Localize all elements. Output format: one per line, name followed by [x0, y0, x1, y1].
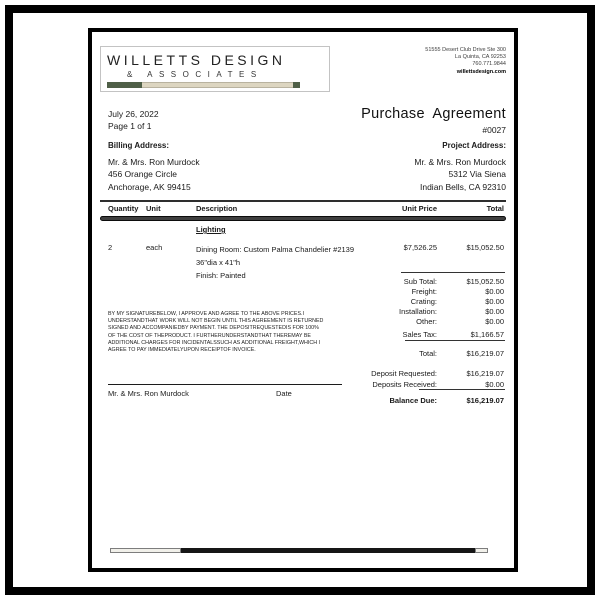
item-description-line1: Dining Room: Custom Palma Chandelier #2139: [196, 245, 354, 254]
company-logo-box: [100, 46, 330, 92]
totals-row-value: $0.00: [485, 297, 504, 306]
billing-address-name: Mr. & Mrs. Ron Murdock: [108, 156, 200, 167]
date-block: [108, 109, 159, 132]
item-description-line3: Finish: Painted: [196, 271, 246, 280]
totals-row-value: $15,052.50: [466, 277, 504, 286]
footer-bar-light-left: [110, 548, 181, 553]
totals-row-label: Sub Total:: [403, 277, 437, 286]
sales-tax-rule: [405, 340, 505, 341]
column-header-quantity: Quantity: [108, 204, 139, 213]
footer-bar: [110, 548, 488, 553]
item-unit-price: $7,526.25: [403, 243, 437, 252]
logo-bar-tan: [142, 82, 293, 88]
agreement-number: #0027: [482, 125, 506, 135]
totals-row-label: Other:: [416, 317, 437, 326]
deposit-requested-value: $16,219.07: [466, 369, 504, 378]
item-description-line2: 36"dia x 41"h: [196, 258, 241, 267]
item-description: [196, 243, 354, 282]
column-header-unit: Unit: [146, 204, 161, 213]
letterhead-website: willettsdesign.com: [456, 69, 506, 75]
totals-row-value: $0.00: [485, 317, 504, 326]
totals-row-label: Sales Tax:: [402, 330, 437, 339]
disclaimer-line: UNDERSTANDTHAT WORK WILL NOT BEGIN UNTIL THIS AGREEMENT IS RETURNED: [108, 318, 324, 325]
footer-bar-light-right: [475, 548, 488, 553]
billing-address-street: 456 Orange Circle: [108, 169, 177, 179]
table-header-bar: [100, 216, 506, 221]
totals-row-label: Installation:: [399, 307, 437, 316]
balance-due-value: $16,219.07: [466, 396, 504, 405]
section-heading-lighting: Lighting: [196, 225, 226, 234]
totals-row-value: $1,166.57: [470, 330, 504, 339]
company-name: WILLETTS DESIGN: [107, 52, 286, 68]
signature-line: [108, 384, 342, 385]
document-date: July 26, 2022: [108, 109, 159, 119]
table-top-rule: [100, 200, 506, 202]
project-address-city: Indian Bells, CA 92310: [419, 181, 506, 192]
deposits-received-value: $0.00: [485, 380, 504, 389]
totals-row-value: $0.00: [485, 307, 504, 316]
total-value: $16,219.07: [466, 349, 504, 358]
disclaimer-line: OF THE COST OF THEPRODUCT. I FURTHERUNDERSTANDTHAT THEREMAY BE: [108, 332, 311, 339]
page-indicator: Page 1 of 1: [108, 120, 152, 131]
totals-row-label: Crating:: [410, 297, 437, 306]
footer-bar-black: [181, 548, 475, 553]
billing-address-block: [108, 140, 200, 193]
title-block: [361, 106, 506, 135]
letterhead-address: [425, 47, 506, 76]
project-address-street: 5312 Via Siena: [448, 169, 506, 179]
signature-date-label: Date: [276, 389, 292, 398]
item-unit: each: [146, 243, 163, 252]
disclaimer-line: BY MY SIGNATUREBELOW, I APPROVE AND AGREE TO THE ABOVE PRICES.I: [108, 311, 304, 317]
totals-row-value: $0.00: [485, 287, 504, 296]
billing-address-label: Billing Address:: [108, 141, 170, 150]
deposits-received-rule: [419, 389, 505, 390]
disclaimer-line: SIGNED AND ACCOMPANIEDBY PAYMENT. THE DEPOSITREQUESTEDIS FOR 100%: [108, 325, 319, 332]
disclaimer-line: AGREE TO PAY IMMEDIATELYUPON RECEIPTOF INVOICE.: [108, 347, 256, 354]
purchase-agreement-page: [88, 28, 518, 572]
billing-address-city: Anchorage, AK 99415: [108, 181, 191, 192]
letterhead-phone: 760.771.9844: [472, 61, 506, 67]
company-subtitle: & ASSOCIATES: [127, 70, 263, 79]
letterhead-street: 51555 Desert Club Drive Ste 300: [425, 47, 506, 53]
column-header-total: Total: [486, 204, 504, 213]
deposits-received-label: Deposits Received:: [372, 380, 437, 389]
totals-top-rule: [401, 272, 505, 273]
total-label: Total:: [419, 349, 437, 358]
balance-due-label: Balance Due:: [389, 396, 437, 405]
disclaimer-line: ADDITIONAL CHARGES FOR INCIDENTALSSUCH AS ADDITIONAL FREIGHT,WHICH I: [108, 339, 321, 346]
column-header-unit-price: Unit Price: [401, 204, 437, 213]
deposit-requested-label: Deposit Requested:: [371, 369, 437, 378]
disclaimer-paragraph: [108, 311, 323, 354]
logo-bar-green-right: [293, 82, 300, 88]
project-address-block: [414, 140, 506, 193]
item-quantity: 2: [108, 243, 113, 252]
signature-name: Mr. & Mrs. Ron Murdock: [108, 389, 189, 398]
column-header-description: Description: [196, 204, 238, 213]
page-title: Purchase Agreement: [361, 106, 506, 122]
logo-bar: [107, 82, 300, 88]
item-total: $15,052.50: [466, 243, 504, 252]
logo-bar-green-left: [107, 82, 142, 88]
project-address-label: Project Address:: [442, 141, 506, 150]
project-address-name: Mr. & Mrs. Ron Murdock: [414, 156, 506, 167]
totals-row-label: Freight:: [411, 287, 437, 296]
letterhead-city: La Quinta, CA 92253: [454, 54, 506, 60]
